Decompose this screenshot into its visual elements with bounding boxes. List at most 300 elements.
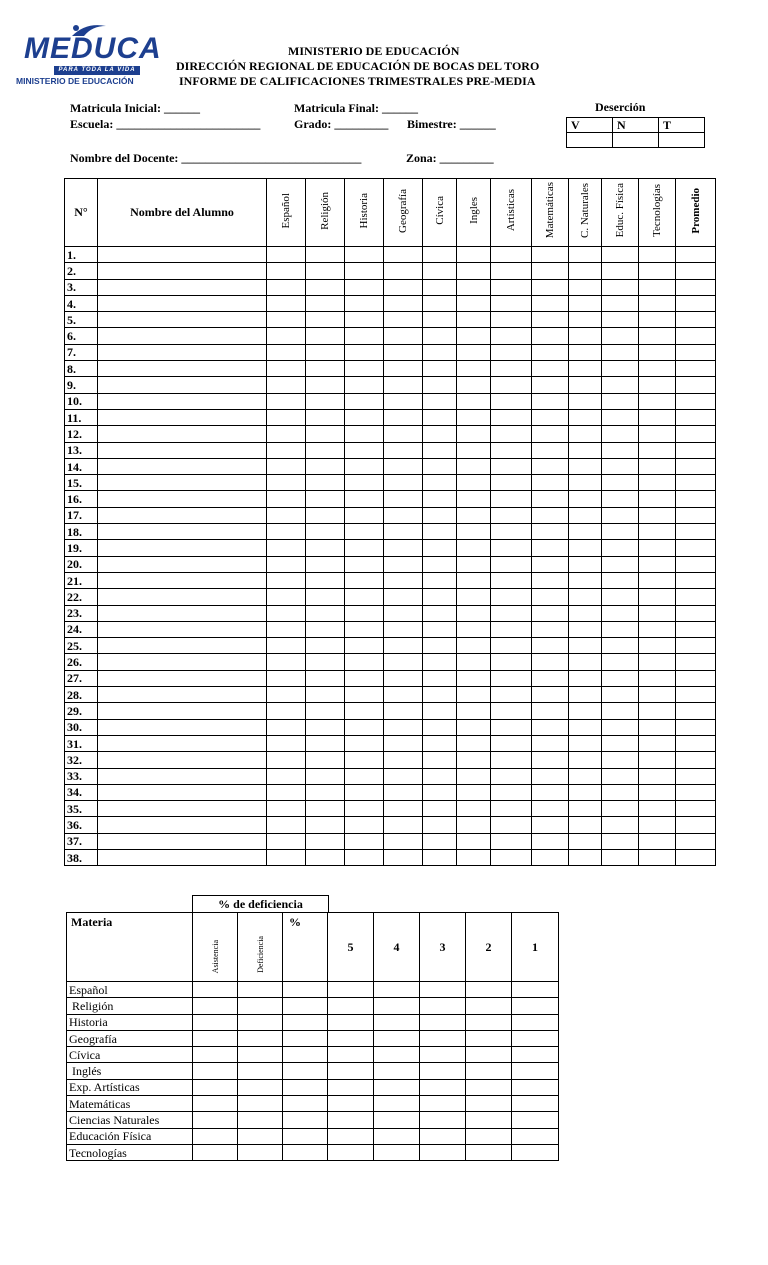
grade-cell[interactable] [384, 752, 423, 768]
grade-cell[interactable] [345, 377, 384, 393]
average-cell[interactable] [676, 328, 716, 344]
summary-cell[interactable] [283, 1112, 328, 1128]
grade-cell[interactable] [569, 849, 602, 865]
grade-cell[interactable] [491, 605, 532, 621]
student-name-cell[interactable] [98, 540, 267, 556]
grade-cell[interactable] [457, 735, 491, 751]
summary-cell[interactable] [420, 982, 466, 998]
grade-cell[interactable] [569, 638, 602, 654]
grade-cell[interactable] [423, 768, 457, 784]
grade-cell[interactable] [639, 247, 676, 263]
student-name-cell[interactable] [98, 409, 267, 425]
grade-cell[interactable] [639, 491, 676, 507]
grade-cell[interactable] [491, 263, 532, 279]
grade-cell[interactable] [569, 409, 602, 425]
grade-cell[interactable] [639, 524, 676, 540]
grade-cell[interactable] [569, 377, 602, 393]
grade-cell[interactable] [639, 833, 676, 849]
grade-cell[interactable] [267, 524, 306, 540]
grade-cell[interactable] [345, 670, 384, 686]
summary-cell[interactable] [238, 1030, 283, 1046]
average-cell[interactable] [676, 621, 716, 637]
grade-cell[interactable] [602, 589, 639, 605]
summary-cell[interactable] [283, 1014, 328, 1030]
student-name-cell[interactable] [98, 605, 267, 621]
grade-cell[interactable] [267, 719, 306, 735]
summary-cell[interactable] [193, 1144, 238, 1160]
average-cell[interactable] [676, 638, 716, 654]
desercion-n-cell[interactable] [613, 133, 659, 148]
grade-cell[interactable] [569, 556, 602, 572]
grade-cell[interactable] [267, 752, 306, 768]
grade-cell[interactable] [267, 247, 306, 263]
grade-cell[interactable] [345, 589, 384, 605]
grade-cell[interactable] [602, 540, 639, 556]
grade-cell[interactable] [267, 801, 306, 817]
summary-cell[interactable] [466, 1030, 512, 1046]
grade-cell[interactable] [569, 817, 602, 833]
average-cell[interactable] [676, 849, 716, 865]
grade-cell[interactable] [532, 393, 569, 409]
grade-cell[interactable] [602, 703, 639, 719]
grade-cell[interactable] [457, 556, 491, 572]
average-cell[interactable] [676, 752, 716, 768]
grade-cell[interactable] [384, 589, 423, 605]
summary-cell[interactable] [512, 982, 559, 998]
summary-cell[interactable] [374, 1096, 420, 1112]
grade-cell[interactable] [384, 393, 423, 409]
grade-cell[interactable] [345, 556, 384, 572]
student-name-cell[interactable] [98, 458, 267, 474]
grade-cell[interactable] [345, 817, 384, 833]
grade-cell[interactable] [457, 442, 491, 458]
summary-cell[interactable] [328, 1096, 374, 1112]
summary-cell[interactable] [420, 1096, 466, 1112]
grade-cell[interactable] [491, 279, 532, 295]
grade-cell[interactable] [457, 475, 491, 491]
student-name-cell[interactable] [98, 589, 267, 605]
grade-cell[interactable] [423, 295, 457, 311]
grade-cell[interactable] [423, 801, 457, 817]
grade-cell[interactable] [384, 621, 423, 637]
grade-cell[interactable] [267, 279, 306, 295]
grade-cell[interactable] [602, 263, 639, 279]
average-cell[interactable] [676, 491, 716, 507]
grade-cell[interactable] [639, 654, 676, 670]
summary-cell[interactable] [512, 1079, 559, 1095]
grade-cell[interactable] [306, 784, 345, 800]
grade-cell[interactable] [457, 409, 491, 425]
summary-cell[interactable] [374, 1112, 420, 1128]
grade-cell[interactable] [423, 670, 457, 686]
grade-cell[interactable] [306, 524, 345, 540]
grade-cell[interactable] [532, 279, 569, 295]
summary-cell[interactable] [283, 1063, 328, 1079]
grade-cell[interactable] [569, 768, 602, 784]
average-cell[interactable] [676, 817, 716, 833]
grade-cell[interactable] [267, 654, 306, 670]
grade-cell[interactable] [384, 491, 423, 507]
grade-cell[interactable] [384, 735, 423, 751]
grade-cell[interactable] [267, 556, 306, 572]
summary-cell[interactable] [374, 1014, 420, 1030]
average-cell[interactable] [676, 605, 716, 621]
average-cell[interactable] [676, 377, 716, 393]
grade-cell[interactable] [306, 638, 345, 654]
grade-cell[interactable] [457, 801, 491, 817]
summary-cell[interactable] [283, 998, 328, 1014]
summary-cell[interactable] [238, 1144, 283, 1160]
grade-cell[interactable] [306, 572, 345, 588]
summary-cell[interactable] [512, 1112, 559, 1128]
grade-cell[interactable] [491, 849, 532, 865]
grade-cell[interactable] [602, 409, 639, 425]
grade-cell[interactable] [639, 328, 676, 344]
grade-cell[interactable] [423, 849, 457, 865]
grade-cell[interactable] [569, 654, 602, 670]
summary-cell[interactable] [420, 1047, 466, 1063]
grade-cell[interactable] [306, 719, 345, 735]
grade-cell[interactable] [423, 491, 457, 507]
grade-cell[interactable] [267, 442, 306, 458]
grade-cell[interactable] [423, 556, 457, 572]
grade-cell[interactable] [532, 752, 569, 768]
grade-cell[interactable] [569, 263, 602, 279]
summary-cell[interactable] [193, 1063, 238, 1079]
grade-cell[interactable] [532, 849, 569, 865]
student-name-cell[interactable] [98, 507, 267, 523]
student-name-cell[interactable] [98, 344, 267, 360]
average-cell[interactable] [676, 540, 716, 556]
summary-cell[interactable] [328, 1047, 374, 1063]
grade-cell[interactable] [532, 735, 569, 751]
grade-cell[interactable] [267, 328, 306, 344]
grade-cell[interactable] [423, 442, 457, 458]
grade-cell[interactable] [384, 654, 423, 670]
student-name-cell[interactable] [98, 654, 267, 670]
grade-cell[interactable] [639, 458, 676, 474]
grade-cell[interactable] [639, 817, 676, 833]
grade-cell[interactable] [569, 524, 602, 540]
grade-cell[interactable] [491, 719, 532, 735]
grade-cell[interactable] [267, 475, 306, 491]
average-cell[interactable] [676, 344, 716, 360]
student-name-cell[interactable] [98, 621, 267, 637]
grade-cell[interactable] [491, 377, 532, 393]
grade-cell[interactable] [639, 670, 676, 686]
grade-cell[interactable] [384, 312, 423, 328]
grade-cell[interactable] [267, 621, 306, 637]
grade-cell[interactable] [569, 572, 602, 588]
grade-cell[interactable] [532, 491, 569, 507]
student-name-cell[interactable] [98, 556, 267, 572]
grade-cell[interactable] [491, 458, 532, 474]
grade-cell[interactable] [491, 589, 532, 605]
grade-cell[interactable] [532, 409, 569, 425]
grade-cell[interactable] [423, 247, 457, 263]
grade-cell[interactable] [602, 572, 639, 588]
summary-cell[interactable] [420, 998, 466, 1014]
grade-cell[interactable] [569, 475, 602, 491]
grade-cell[interactable] [532, 361, 569, 377]
summary-cell[interactable] [374, 998, 420, 1014]
grade-cell[interactable] [457, 752, 491, 768]
average-cell[interactable] [676, 703, 716, 719]
summary-cell[interactable] [283, 1047, 328, 1063]
grade-cell[interactable] [345, 605, 384, 621]
grade-cell[interactable] [423, 328, 457, 344]
grade-cell[interactable] [602, 817, 639, 833]
grade-cell[interactable] [384, 524, 423, 540]
grade-cell[interactable] [639, 426, 676, 442]
grade-cell[interactable] [569, 784, 602, 800]
summary-cell[interactable] [512, 1014, 559, 1030]
grade-cell[interactable] [306, 279, 345, 295]
grade-cell[interactable] [306, 670, 345, 686]
grade-cell[interactable] [345, 703, 384, 719]
grade-cell[interactable] [532, 719, 569, 735]
grade-cell[interactable] [345, 442, 384, 458]
grade-cell[interactable] [384, 784, 423, 800]
summary-cell[interactable] [420, 1063, 466, 1079]
grade-cell[interactable] [491, 491, 532, 507]
grade-cell[interactable] [491, 409, 532, 425]
grade-cell[interactable] [639, 507, 676, 523]
summary-cell[interactable] [420, 1128, 466, 1144]
grade-cell[interactable] [345, 458, 384, 474]
grade-cell[interactable] [491, 442, 532, 458]
grade-cell[interactable] [532, 524, 569, 540]
grade-cell[interactable] [532, 377, 569, 393]
grade-cell[interactable] [267, 670, 306, 686]
summary-cell[interactable] [374, 1144, 420, 1160]
grade-cell[interactable] [267, 295, 306, 311]
summary-cell[interactable] [512, 1144, 559, 1160]
student-name-cell[interactable] [98, 784, 267, 800]
grade-cell[interactable] [639, 393, 676, 409]
grade-cell[interactable] [384, 409, 423, 425]
summary-cell[interactable] [193, 1030, 238, 1046]
grade-cell[interactable] [491, 735, 532, 751]
grade-cell[interactable] [267, 344, 306, 360]
grade-cell[interactable] [345, 801, 384, 817]
grade-cell[interactable] [345, 263, 384, 279]
summary-cell[interactable] [466, 1079, 512, 1095]
grade-cell[interactable] [457, 279, 491, 295]
grade-cell[interactable] [306, 361, 345, 377]
grade-cell[interactable] [384, 687, 423, 703]
grade-cell[interactable] [384, 458, 423, 474]
grade-cell[interactable] [491, 752, 532, 768]
grade-cell[interactable] [532, 263, 569, 279]
grade-cell[interactable] [602, 670, 639, 686]
summary-cell[interactable] [193, 982, 238, 998]
desercion-v-cell[interactable] [567, 133, 613, 148]
summary-cell[interactable] [283, 1144, 328, 1160]
grade-cell[interactable] [345, 687, 384, 703]
student-name-cell[interactable] [98, 719, 267, 735]
grade-cell[interactable] [569, 621, 602, 637]
grade-cell[interactable] [457, 524, 491, 540]
average-cell[interactable] [676, 263, 716, 279]
summary-cell[interactable] [420, 1144, 466, 1160]
student-name-cell[interactable] [98, 361, 267, 377]
grade-cell[interactable] [491, 638, 532, 654]
grade-cell[interactable] [457, 247, 491, 263]
average-cell[interactable] [676, 312, 716, 328]
average-cell[interactable] [676, 654, 716, 670]
grade-cell[interactable] [384, 426, 423, 442]
average-cell[interactable] [676, 801, 716, 817]
grade-cell[interactable] [602, 377, 639, 393]
grade-cell[interactable] [491, 833, 532, 849]
summary-cell[interactable] [328, 1144, 374, 1160]
summary-cell[interactable] [466, 982, 512, 998]
summary-cell[interactable] [193, 1079, 238, 1095]
grade-cell[interactable] [532, 247, 569, 263]
summary-cell[interactable] [238, 998, 283, 1014]
grade-cell[interactable] [345, 491, 384, 507]
grade-cell[interactable] [306, 458, 345, 474]
grade-cell[interactable] [345, 719, 384, 735]
grade-cell[interactable] [457, 491, 491, 507]
grade-cell[interactable] [639, 849, 676, 865]
average-cell[interactable] [676, 524, 716, 540]
summary-cell[interactable] [238, 1014, 283, 1030]
grade-cell[interactable] [423, 393, 457, 409]
grade-cell[interactable] [384, 719, 423, 735]
grade-cell[interactable] [491, 801, 532, 817]
grade-cell[interactable] [306, 540, 345, 556]
grade-cell[interactable] [532, 426, 569, 442]
grade-cell[interactable] [306, 703, 345, 719]
grade-cell[interactable] [457, 295, 491, 311]
grade-cell[interactable] [602, 556, 639, 572]
grade-cell[interactable] [639, 442, 676, 458]
grade-cell[interactable] [423, 279, 457, 295]
summary-cell[interactable] [466, 1144, 512, 1160]
summary-cell[interactable] [420, 1079, 466, 1095]
summary-cell[interactable] [466, 1063, 512, 1079]
summary-cell[interactable] [238, 1112, 283, 1128]
summary-cell[interactable] [512, 1063, 559, 1079]
summary-cell[interactable] [328, 1030, 374, 1046]
grade-cell[interactable] [569, 426, 602, 442]
grade-cell[interactable] [569, 507, 602, 523]
grade-cell[interactable] [384, 328, 423, 344]
grade-cell[interactable] [639, 719, 676, 735]
grade-cell[interactable] [384, 295, 423, 311]
grade-cell[interactable] [491, 344, 532, 360]
grade-cell[interactable] [267, 426, 306, 442]
grade-cell[interactable] [267, 589, 306, 605]
grade-cell[interactable] [639, 409, 676, 425]
grade-cell[interactable] [569, 295, 602, 311]
grade-cell[interactable] [569, 670, 602, 686]
grade-cell[interactable] [345, 393, 384, 409]
grade-cell[interactable] [423, 458, 457, 474]
student-name-cell[interactable] [98, 703, 267, 719]
grade-cell[interactable] [345, 328, 384, 344]
grade-cell[interactable] [602, 768, 639, 784]
grade-cell[interactable] [491, 328, 532, 344]
grade-cell[interactable] [306, 491, 345, 507]
grade-cell[interactable] [306, 687, 345, 703]
average-cell[interactable] [676, 556, 716, 572]
average-cell[interactable] [676, 393, 716, 409]
grade-cell[interactable] [423, 687, 457, 703]
summary-cell[interactable] [374, 1063, 420, 1079]
grade-cell[interactable] [384, 605, 423, 621]
student-name-cell[interactable] [98, 687, 267, 703]
grade-cell[interactable] [306, 295, 345, 311]
grade-cell[interactable] [306, 735, 345, 751]
grade-cell[interactable] [532, 801, 569, 817]
grade-cell[interactable] [423, 719, 457, 735]
grade-cell[interactable] [602, 442, 639, 458]
summary-cell[interactable] [466, 1047, 512, 1063]
grade-cell[interactable] [491, 654, 532, 670]
grade-cell[interactable] [491, 475, 532, 491]
grade-cell[interactable] [384, 442, 423, 458]
grade-cell[interactable] [345, 540, 384, 556]
summary-cell[interactable] [420, 1030, 466, 1046]
grade-cell[interactable] [384, 263, 423, 279]
grade-cell[interactable] [345, 572, 384, 588]
grade-cell[interactable] [639, 605, 676, 621]
grade-cell[interactable] [267, 768, 306, 784]
summary-cell[interactable] [283, 1079, 328, 1095]
grade-cell[interactable] [569, 735, 602, 751]
grade-cell[interactable] [267, 507, 306, 523]
average-cell[interactable] [676, 475, 716, 491]
grade-cell[interactable] [306, 312, 345, 328]
grade-cell[interactable] [491, 768, 532, 784]
grade-cell[interactable] [491, 670, 532, 686]
summary-cell[interactable] [238, 982, 283, 998]
summary-cell[interactable] [328, 1063, 374, 1079]
grade-cell[interactable] [345, 638, 384, 654]
grade-cell[interactable] [457, 719, 491, 735]
grade-cell[interactable] [384, 833, 423, 849]
grade-cell[interactable] [384, 540, 423, 556]
grade-cell[interactable] [384, 361, 423, 377]
grade-cell[interactable] [345, 426, 384, 442]
grade-cell[interactable] [569, 458, 602, 474]
grade-cell[interactable] [532, 442, 569, 458]
grade-cell[interactable] [639, 572, 676, 588]
grade-cell[interactable] [602, 735, 639, 751]
grade-cell[interactable] [306, 654, 345, 670]
summary-cell[interactable] [466, 1112, 512, 1128]
grade-cell[interactable] [569, 361, 602, 377]
grade-cell[interactable] [602, 361, 639, 377]
grade-cell[interactable] [345, 524, 384, 540]
summary-cell[interactable] [466, 1128, 512, 1144]
grade-cell[interactable] [491, 312, 532, 328]
grade-cell[interactable] [639, 801, 676, 817]
grade-cell[interactable] [423, 703, 457, 719]
summary-cell[interactable] [420, 1112, 466, 1128]
grade-cell[interactable] [639, 784, 676, 800]
grade-cell[interactable] [267, 687, 306, 703]
grade-cell[interactable] [639, 361, 676, 377]
summary-cell[interactable] [193, 1128, 238, 1144]
summary-cell[interactable] [193, 1112, 238, 1128]
grade-cell[interactable] [602, 605, 639, 621]
summary-cell[interactable] [374, 982, 420, 998]
grade-cell[interactable] [569, 344, 602, 360]
